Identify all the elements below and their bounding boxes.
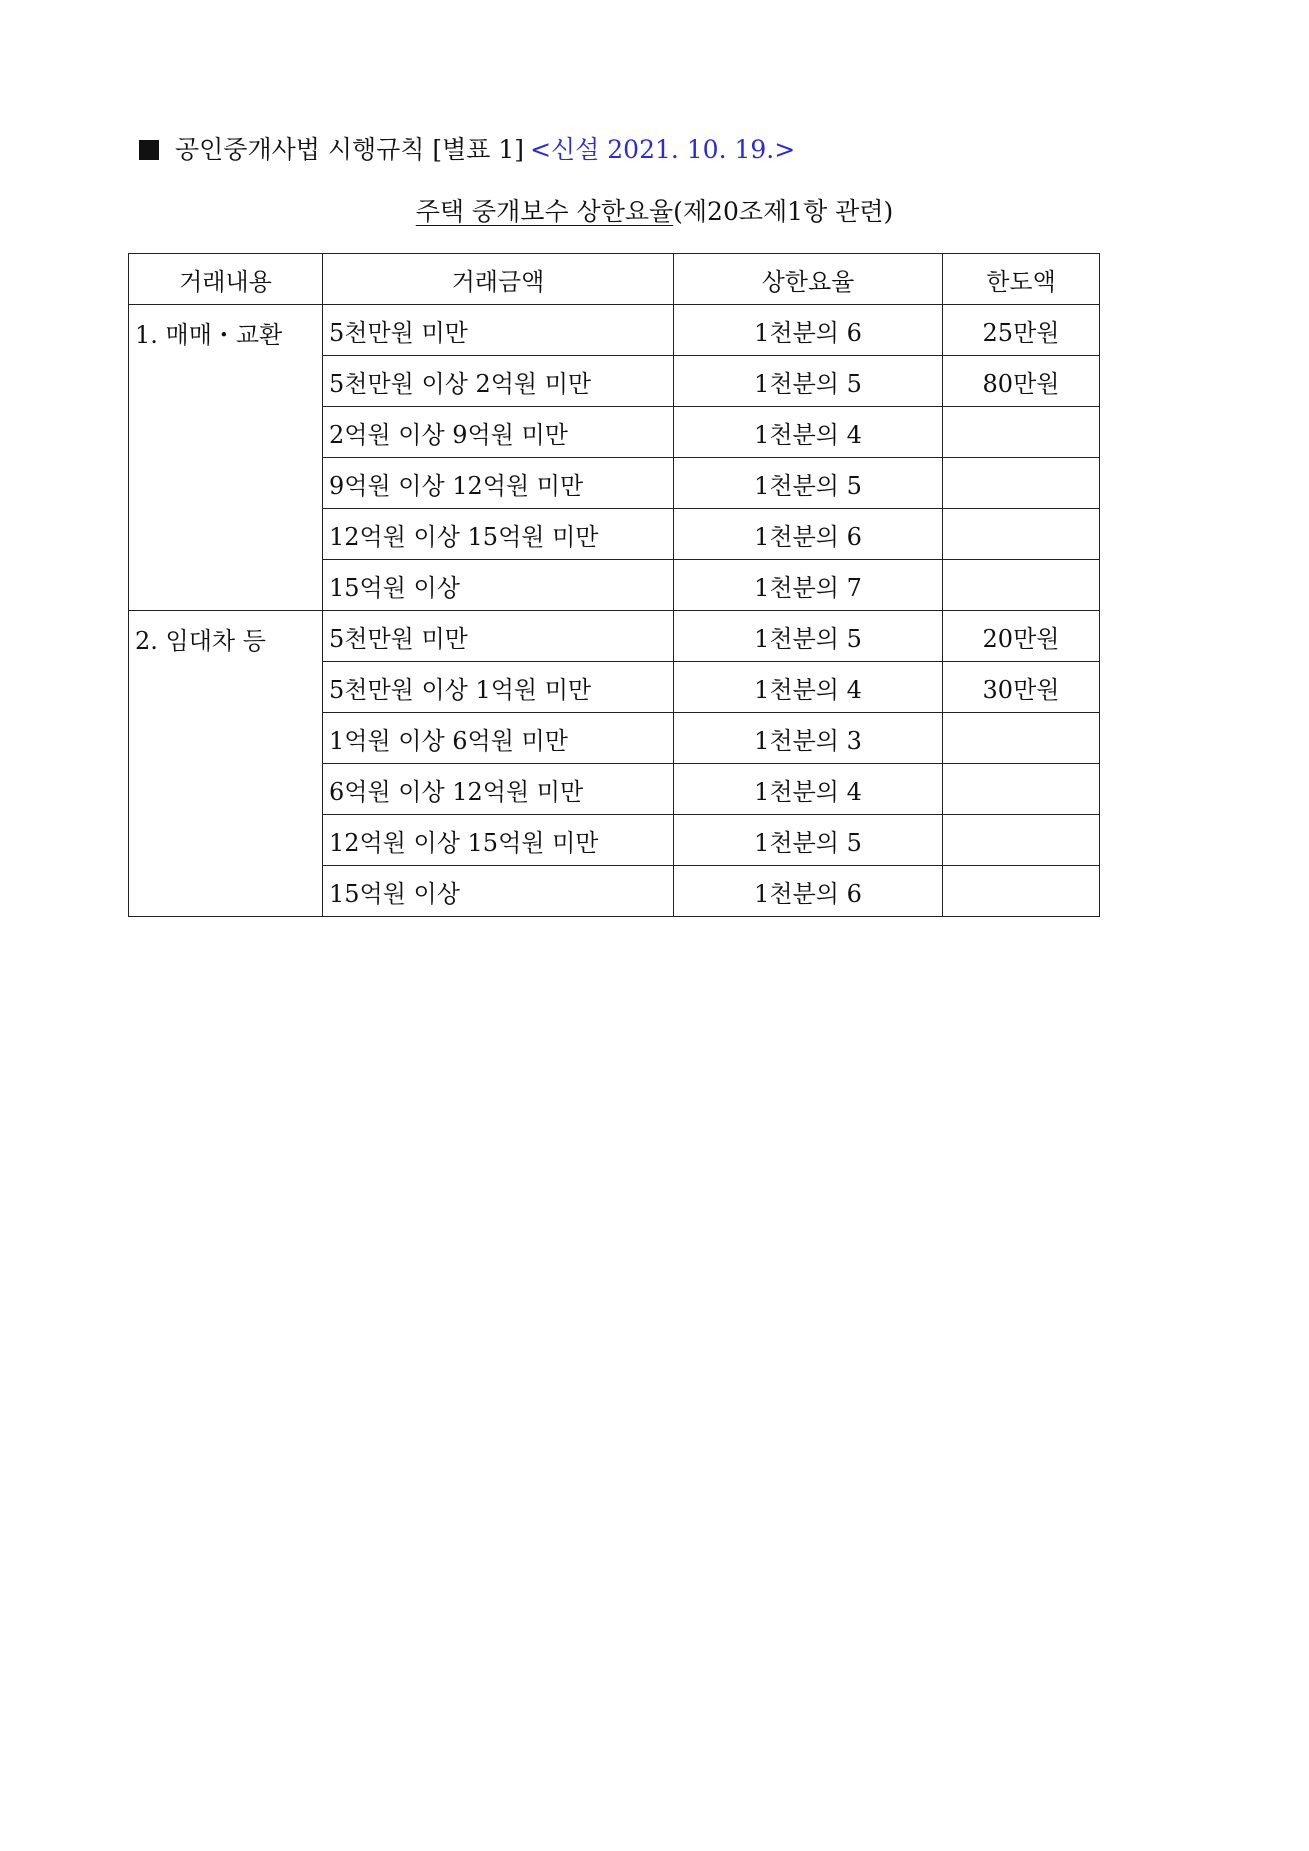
law-reference-line: [139, 128, 795, 172]
limit-cell: [943, 458, 1100, 509]
limit-cell: [943, 866, 1100, 917]
max-rate-cell: 1천분의 5: [674, 611, 943, 662]
amount-range-cell: 15억원 이상: [323, 560, 674, 611]
limit-cell: [943, 713, 1100, 764]
header-transaction-amount: 거래금액: [323, 254, 674, 305]
limit-cell: [943, 509, 1100, 560]
max-rate-cell: 1천분의 6: [674, 509, 943, 560]
header-transaction-type: 거래내용: [129, 254, 323, 305]
title-suffix: (제20조제1항 관련): [673, 197, 894, 226]
max-rate-cell: 1천분의 4: [674, 764, 943, 815]
table-row: [129, 305, 1100, 356]
limit-cell: [943, 815, 1100, 866]
amount-range-cell: 5천만원 이상 1억원 미만: [323, 662, 674, 713]
category-cell: 1. 매매・교환: [129, 305, 323, 611]
document-title: [0, 190, 1309, 234]
limit-cell: 80만원: [943, 356, 1100, 407]
amount-range-cell: 15억원 이상: [323, 866, 674, 917]
header-max-rate: 상한요율: [674, 254, 943, 305]
table-row: [129, 611, 1100, 662]
fee-table-body: [129, 305, 1100, 917]
amount-range-cell: 6억원 이상 12억원 미만: [323, 764, 674, 815]
amount-range-cell: 1억원 이상 6억원 미만: [323, 713, 674, 764]
amount-range-cell: 2억원 이상 9억원 미만: [323, 407, 674, 458]
max-rate-cell: 1천분의 7: [674, 560, 943, 611]
table-header-row: [129, 254, 1100, 305]
amount-range-cell: 9억원 이상 12억원 미만: [323, 458, 674, 509]
amount-range-cell: 12억원 이상 15억원 미만: [323, 815, 674, 866]
limit-cell: [943, 407, 1100, 458]
amount-range-cell: 5천만원 미만: [323, 305, 674, 356]
limit-cell: [943, 764, 1100, 815]
max-rate-cell: 1천분의 6: [674, 305, 943, 356]
title-main: 주택 중개보수 상한요율: [415, 197, 674, 226]
amount-range-cell: 5천만원 이상 2억원 미만: [323, 356, 674, 407]
limit-cell: [943, 560, 1100, 611]
category-cell: 2. 임대차 등: [129, 611, 323, 917]
limit-cell: 20만원: [943, 611, 1100, 662]
max-rate-cell: 1천분의 6: [674, 866, 943, 917]
limit-cell: 25만원: [943, 305, 1100, 356]
max-rate-cell: 1천분의 5: [674, 356, 943, 407]
max-rate-cell: 1천분의 5: [674, 458, 943, 509]
limit-cell: 30만원: [943, 662, 1100, 713]
max-rate-cell: 1천분의 5: [674, 815, 943, 866]
black-square-icon: [139, 140, 159, 160]
header-limit: 한도액: [943, 254, 1100, 305]
max-rate-cell: 1천분의 4: [674, 407, 943, 458]
amendment-note: <신설 2021. 10. 19.>: [530, 135, 796, 164]
max-rate-cell: 1천분의 3: [674, 713, 943, 764]
max-rate-cell: 1천분의 4: [674, 662, 943, 713]
amount-range-cell: 12억원 이상 15억원 미만: [323, 509, 674, 560]
amount-range-cell: 5천만원 미만: [323, 611, 674, 662]
law-reference: 공인중개사법 시행규칙 [별표 1]: [175, 135, 525, 164]
fee-table: [128, 253, 1100, 917]
